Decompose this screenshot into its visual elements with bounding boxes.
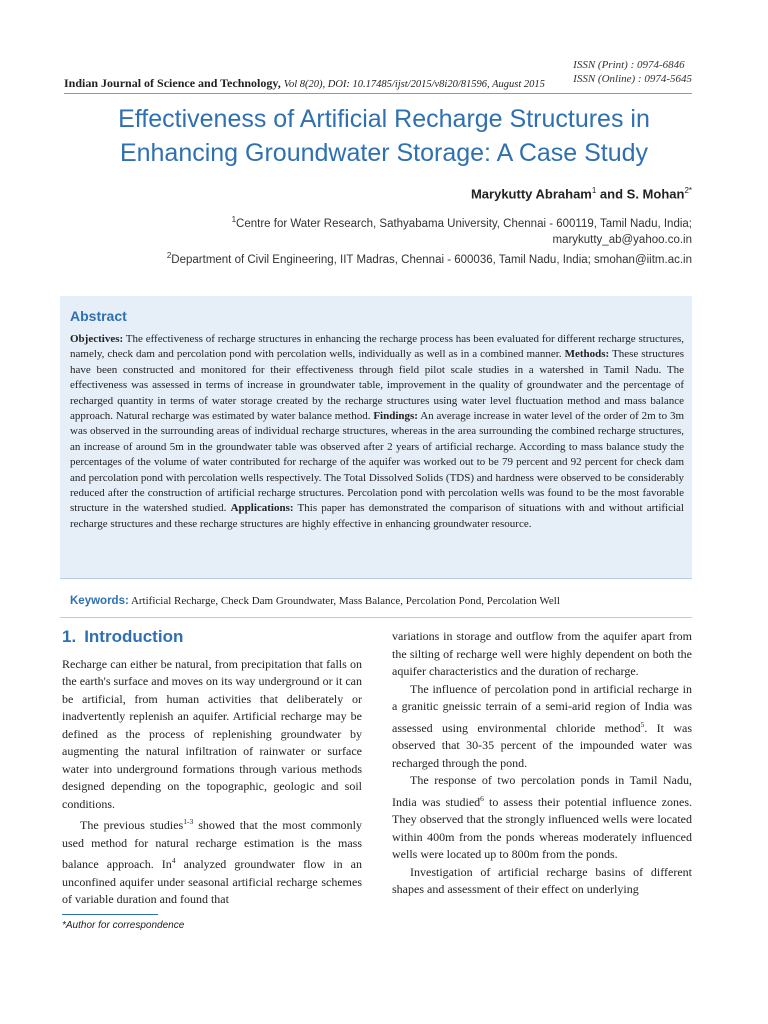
aff1-sup: 1	[231, 215, 237, 224]
title-line-2: Enhancing Groundwater Storage: A Case Study	[119, 139, 649, 167]
r2-text-b: . It was observed that 30-35 percent of the impounded water was recharged through the pond.	[392, 720, 692, 770]
abstract-text	[70, 332, 684, 532]
section-heading-introduction	[62, 628, 362, 646]
issn-online: ISSN (Online) : 0974-5645	[573, 73, 692, 85]
issn-print: ISSN (Print) : 0974-6846	[573, 59, 685, 71]
r3-text-a: The response of two percolation ponds in Tamil Nadu, India was studied	[392, 773, 692, 809]
author-2-sup: 2*	[684, 186, 692, 195]
citation-1-3[interactable]: 1-3	[183, 817, 194, 826]
journal-citation	[64, 76, 545, 91]
objectives-text: The effectiveness of recharge structures in enhancing the recharge process has been evaluated for different recharge structures, namely, check dam and percolation pond with percolation wells, individually as well as in a combined manner.	[70, 333, 684, 361]
applications-label: Applications:	[230, 502, 294, 515]
p2-text-a: The previous studies	[80, 818, 184, 832]
p2-text-b: showed that the most commonly used method for natural recharge estimation is the mass balance approach. In	[62, 818, 362, 871]
header-rule	[64, 93, 692, 94]
paper-title	[64, 102, 704, 170]
keywords-rule	[60, 617, 692, 618]
keywords-text: Artificial Recharge, Check Dam Groundwater, Mass Balance, Percolation Pond, Percolation Well	[128, 595, 560, 607]
title-line-1: Effectiveness of Artificial Recharge Structures in	[118, 105, 650, 133]
journal-name: Indian Journal of Science and Technology,	[64, 76, 281, 90]
intro-paragraph-4	[392, 681, 692, 773]
footnote: *Author for correspondence	[62, 920, 185, 931]
section-number: 1.	[62, 627, 77, 646]
aff1-email: marykutty_ab@yahoo.co.in	[552, 233, 692, 246]
applications-text: This paper has demonstrated the comparison of situations with and without artificial recharge structures and these recharge structures are highly effective in enhancing groundwater resource.	[70, 502, 684, 530]
author-list	[471, 186, 692, 201]
aff2-line1: Department of Civil Engineering, IIT Madras, Chennai - 600036, Tamil Nadu, India; smohan@iitm.ac.in	[171, 253, 692, 266]
aff2-sup: 2	[166, 251, 172, 260]
citation-6[interactable]: 6	[480, 793, 484, 803]
intro-paragraph-5	[392, 772, 692, 864]
footnote-rule	[62, 914, 158, 915]
intro-paragraph-1: Recharge can either be natural, from precipitation that falls on the earth's surface and moves on its way underground or it can be artificial, from human activities that deliberately or inadvertently replenish an aquifer. Artificial recharge may be defined as the process of replenishing groundwater by augmenting the natural infiltration of rainwater or surface water into underground formations through various methods designed depending on the topographic, geologic and soil conditions.	[62, 656, 362, 811]
aff1-line1: Centre for Water Research, Sathyabama University, Chennai - 600119, Tamil Nadu, India;	[236, 217, 692, 230]
affiliation-2	[167, 248, 692, 268]
citation-5[interactable]: 5	[640, 719, 645, 729]
r2-text-a: The influence of percolation pond in artificial recharge in a granitic gneissic terrain of a semi-arid region of India was assessed using environmental chloride method	[392, 681, 692, 735]
keywords	[70, 595, 560, 607]
intro-paragraph-6: Investigation of artificial recharge basins of different shapes and assessment of their effect on underlying	[392, 864, 692, 896]
column-right	[392, 628, 692, 899]
keywords-label: Keywords:	[70, 595, 129, 607]
author-1: Marykutty Abraham	[470, 186, 592, 202]
findings-label: Findings:	[373, 410, 418, 423]
p2-text-c: analyzed groundwater flow in an unconfined aquifer under seasonal artificial recharge schemes of variable duration and found that	[62, 857, 362, 906]
findings-text: An average increase in water level of the order of 2m to 3m was observed in the surrounding areas of individual recharge structures, whereas in the area surrounding the combined recharge structures, an increase of around 5m in the groundwater table was observed after 2 years of artificial recharge. According to mass balance study the percentages of the volume of water contributed for recharge of the aquifer was worked out to be 79 percent and 92 percent for check dam and percolation pond with percolation wells respectively. The Total Dissolved Solids (TDS) and hardness were observed to be considerably reduced after the construction of artificial recharge structures. Percolation pond with percolation wells was found to be the most favorable structure in the watershed studied.	[70, 410, 685, 515]
citation-4[interactable]: 4	[171, 856, 176, 865]
column-left	[62, 628, 362, 909]
r3-text-b: to assess their potential influence zones. They observed that the strongly influenced wells were located within 400m from the ponds whereas moderately influenced wells were located up to 800m from the ponds.	[392, 794, 693, 861]
author-connector: and	[596, 186, 627, 202]
issn-block	[573, 58, 692, 86]
intro-paragraph-3: variations in storage and outflow from the aquifer apart from the silting of recharge well were highly dependent on both the aquifer characteristics and the duration of recharge.	[392, 629, 692, 678]
objectives-label: Objectives:	[70, 333, 124, 345]
author-2: S. Mohan	[626, 186, 685, 202]
section-title: Introduction	[84, 627, 184, 646]
abstract-box	[60, 296, 692, 579]
methods-label: Methods:	[564, 348, 610, 361]
affiliation-1	[232, 212, 692, 248]
intro-paragraph-2	[62, 813, 362, 909]
author-1-sup: 1	[591, 186, 597, 195]
methods-text: These structures have been constructed and monitored for their effectiveness through field pilot scale studies in a watershed in Tamil Nadu. The effectiveness was assessed in terms of increase in groundwater table, improvement in the quality of groundwater and the percentage of recharged quantity in terms of water storage created by the recharge structures using water level fluctuation method and mass balance approach. Natural recharge was estimated by water balance method.	[70, 348, 684, 423]
abstract-heading: Abstract	[70, 308, 127, 324]
journal-details: Vol 8(20), DOI: 10.17485/ijst/2015/v8i20/81596, August 2015	[283, 79, 545, 90]
